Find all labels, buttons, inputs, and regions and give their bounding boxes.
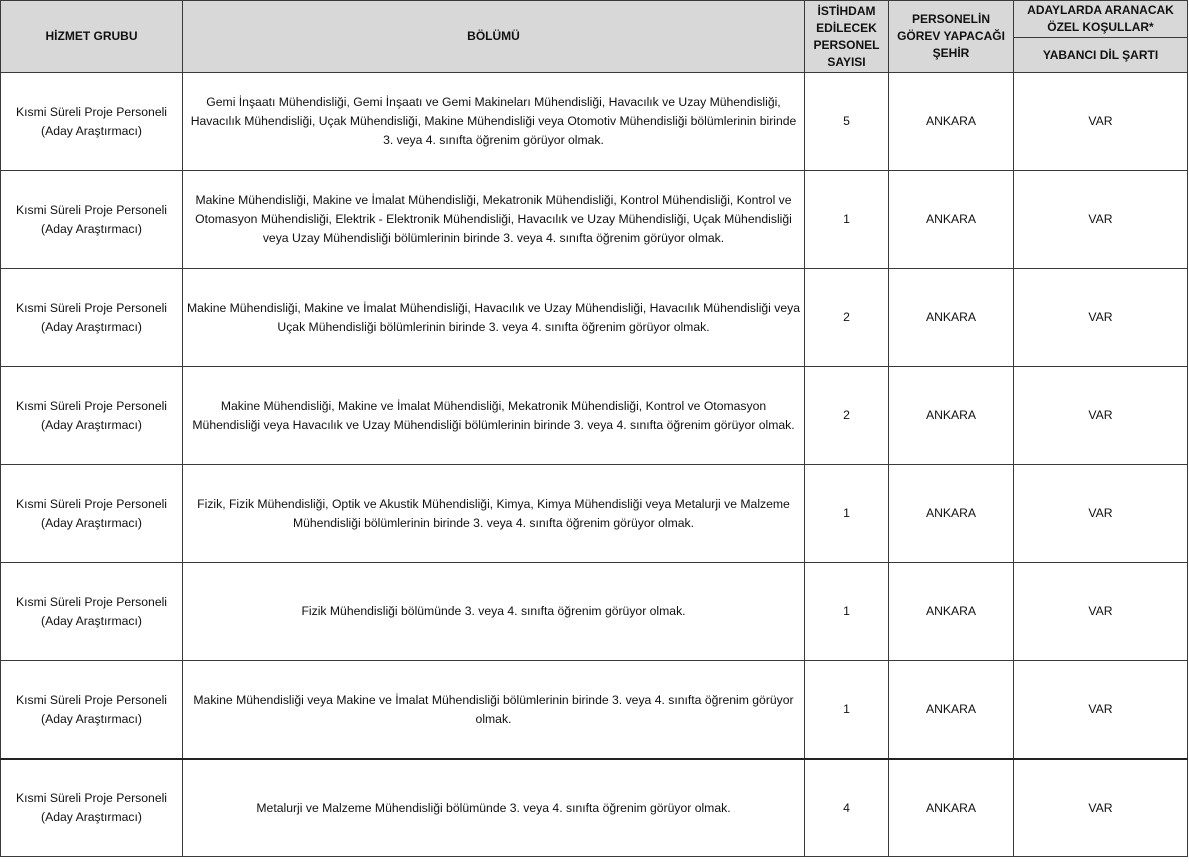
cell-language: VAR <box>1014 563 1188 661</box>
cell-department: Makine Mühendisliği, Makine ve İmalat Mühendisliği, Mekatronik Mühendisliği, Kontrol ve Otomasyon Mühendisliği veya Havacılık ve Uzay Mühendisliği bölümlerinin birinde 3. veya 4. sınıfta öğrenim görüyor olmak. <box>183 367 805 465</box>
cell-group: Kısmi Süreli Proje Personeli (Aday Araştırmacı) <box>1 171 183 269</box>
cell-city: ANKARA <box>889 759 1014 857</box>
cell-department: Makine Mühendisliği, Makine ve İmalat Mühendisliği, Havacılık ve Uzay Mühendisliği, Havacılık Mühendisliği veya Uçak Mühendisliği bölümlerinin birinde 3. veya 4. sınıfta öğrenim görüyor olmak. <box>183 269 805 367</box>
cell-language: VAR <box>1014 269 1188 367</box>
cell-count: 1 <box>805 171 889 269</box>
cell-group: Kısmi Süreli Proje Personeli (Aday Araştırmacı) <box>1 269 183 367</box>
table-row <box>1 759 1188 857</box>
table-row <box>1 563 1188 661</box>
cell-group: Kısmi Süreli Proje Personeli (Aday Araştırmacı) <box>1 367 183 465</box>
cell-city: ANKARA <box>889 171 1014 269</box>
cell-count: 2 <box>805 269 889 367</box>
cell-language: VAR <box>1014 367 1188 465</box>
cell-city: ANKARA <box>889 563 1014 661</box>
cell-department: Fizik, Fizik Mühendisliği, Optik ve Akustik Mühendisliği, Kimya, Kimya Mühendisliği veya Metalurji ve Malzeme Mühendisliği bölümlerinin birinde 3. veya 4. sınıfta öğrenim görüyor olmak. <box>183 465 805 563</box>
cell-city: ANKARA <box>889 269 1014 367</box>
header-bolumu: BÖLÜMÜ <box>183 1 805 73</box>
header-ozel-kosullar: ADAYLARDA ARANACAK ÖZEL KOŞULLAR* <box>1014 1 1188 38</box>
cell-city: ANKARA <box>889 661 1014 760</box>
cell-count: 5 <box>805 73 889 171</box>
cell-department: Makine Mühendisliği veya Makine ve İmalat Mühendisliği bölümlerinin birinde 3. veya 4. sınıfta öğrenim görüyor olmak. <box>183 661 805 760</box>
cell-group: Kısmi Süreli Proje Personeli (Aday Araştırmacı) <box>1 563 183 661</box>
header-hizmet-grubu: HİZMET GRUBU <box>1 1 183 73</box>
cell-city: ANKARA <box>889 465 1014 563</box>
table-row <box>1 661 1188 760</box>
cell-count: 1 <box>805 465 889 563</box>
header-row-top <box>1 1 1188 38</box>
table-row <box>1 73 1188 171</box>
cell-language: VAR <box>1014 465 1188 563</box>
table-row <box>1 367 1188 465</box>
cell-count: 1 <box>805 563 889 661</box>
table-row <box>1 171 1188 269</box>
table-header <box>1 1 1188 73</box>
table-row <box>1 269 1188 367</box>
cell-department: Makine Mühendisliği, Makine ve İmalat Mühendisliği, Mekatronik Mühendisliği, Kontrol Mühendisliği, Kontrol ve Otomasyon Mühendisliği, Elektrik - Elektronik Mühendisliği, Havacılık ve Uzay Mühendisliği, Uçak Mühendisliği veya Uzay Mühendisliği bölümlerinin birinde 3. veya 4. sınıfta öğrenim görüyor olmak. <box>183 171 805 269</box>
cell-count: 1 <box>805 661 889 760</box>
cell-count: 2 <box>805 367 889 465</box>
cell-group: Kısmi Süreli Proje Personeli (Aday Araştırmacı) <box>1 661 183 760</box>
cell-language: VAR <box>1014 73 1188 171</box>
cell-department: Metalurji ve Malzeme Mühendisliği bölümünde 3. veya 4. sınıfta öğrenim görüyor olmak. <box>183 759 805 857</box>
cell-count: 4 <box>805 759 889 857</box>
cell-city: ANKARA <box>889 73 1014 171</box>
cell-language: VAR <box>1014 661 1188 760</box>
cell-language: VAR <box>1014 759 1188 857</box>
header-istihdam: İSTİHDAM EDİLECEK PERSONEL SAYISI <box>805 1 889 73</box>
table-body <box>1 73 1188 857</box>
cell-department: Fizik Mühendisliği bölümünde 3. veya 4. sınıfta öğrenim görüyor olmak. <box>183 563 805 661</box>
table-row <box>1 465 1188 563</box>
header-sehir: PERSONELİN GÖREV YAPACAĞI ŞEHİR <box>889 1 1014 73</box>
cell-group: Kısmi Süreli Proje Personeli (Aday Araştırmacı) <box>1 73 183 171</box>
cell-group: Kısmi Süreli Proje Personeli (Aday Araştırmacı) <box>1 759 183 857</box>
cell-department: Gemi İnşaatı Mühendisliği, Gemi İnşaatı ve Gemi Makineları Mühendisliği, Havacılık ve Uzay Mühendisliği, Havacılık Mühendisliği, Uçak Mühendisliği, Makine Mühendisliği veya Otomotiv Mühendisliği bölümlerinin birinde 3. veya 4. sınıfta öğrenim görüyor olmak. <box>183 73 805 171</box>
cell-language: VAR <box>1014 171 1188 269</box>
cell-group: Kısmi Süreli Proje Personeli (Aday Araştırmacı) <box>1 465 183 563</box>
cell-city: ANKARA <box>889 367 1014 465</box>
header-yabanci-dil: YABANCI DİL ŞARTI <box>1014 38 1188 73</box>
